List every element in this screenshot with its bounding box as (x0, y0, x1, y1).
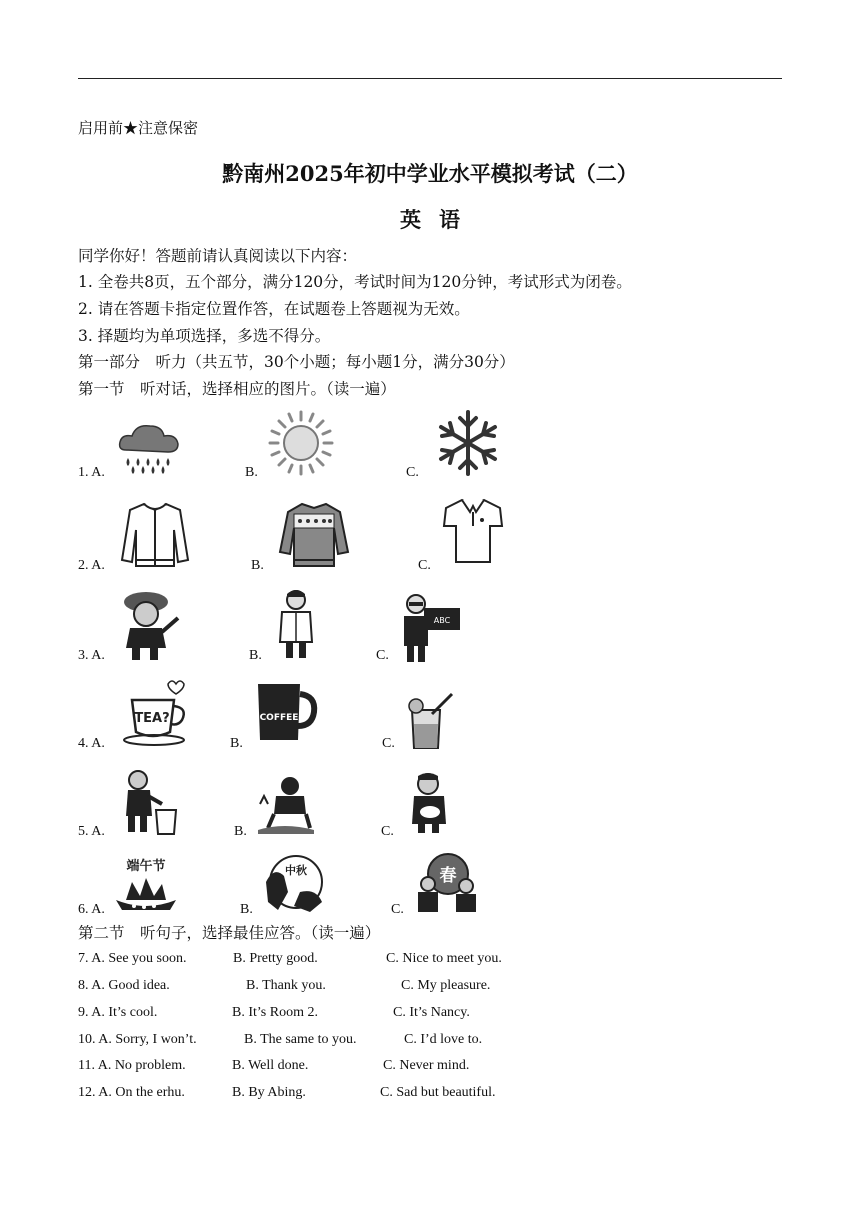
q7-option-b: B. Pretty good. (233, 951, 318, 966)
instruction-item-1: 1. 全卷共8页，五个部分，满分120分，考试时间为120分钟，考试形式为闭卷。 (78, 273, 632, 291)
q12-option-b: B. By Abing. (232, 1085, 306, 1100)
q2-option-b: B. (251, 558, 264, 573)
boy-washing-dishes-icon (406, 770, 456, 834)
q1-option-c: C. (406, 465, 419, 480)
board-text: ABC (433, 616, 451, 625)
instruction-item-2: 2. 请在答题卡指定位置作答，在试题卷上答题视为无效。 (78, 300, 470, 318)
q2-option-a: 2. A. (78, 558, 105, 573)
sweater-icon (278, 500, 350, 570)
spring-festival-icon (412, 852, 482, 916)
q4-option-a: 4. A. (78, 736, 105, 751)
section1-heading: 第一节 听对话，选择相应的图片。（读一遍） (78, 380, 396, 398)
jacket-icon (118, 500, 192, 570)
boy-gardening-icon (254, 774, 318, 836)
q11-option-b: B. Well done. (232, 1058, 309, 1073)
cook-icon (116, 588, 182, 662)
q12-option-c: C. Sad but beautiful. (380, 1085, 496, 1100)
q9-option-b: B. It’s Room 2. (232, 1005, 318, 1020)
q8-option-a: 8. A. Good idea. (78, 978, 170, 993)
q10-option-b: B. The same to you. (244, 1032, 357, 1047)
teacher-icon (400, 590, 462, 664)
q1-option-a: 1. A. (78, 465, 105, 480)
tea-text: TEA? (134, 711, 170, 726)
q7-option-c: C. Nice to meet you. (386, 951, 502, 966)
exam-title: 黔南州2025年初中学业水平模拟考试（二） (222, 161, 638, 186)
mid-autumn-festival-icon (260, 852, 330, 916)
q6-option-c: C. (391, 902, 404, 917)
q5-option-a: 5. A. (78, 824, 105, 839)
coffee-text: COFFEE (259, 713, 299, 723)
q3-option-c: C. (376, 648, 389, 663)
instructions-greeting: 同学你好！答题前请认真阅读以下内容： (78, 247, 358, 265)
q5-option-b: B. (234, 824, 247, 839)
doctor-icon (274, 588, 318, 662)
q1-option-b: B. (245, 465, 258, 480)
q12-option-a: 12. A. On the erhu. (78, 1085, 185, 1100)
polo-shirt-icon (440, 496, 506, 566)
q11-option-c: C. Never mind. (383, 1058, 470, 1073)
subject-title: 英语 (400, 207, 478, 232)
q7-option-a: 7. A. See you soon. (78, 951, 187, 966)
tea-cup-icon (118, 678, 192, 748)
part1-heading: 第一部分 听力（共五节，30个小题；每小题1分，满分30分） (78, 353, 515, 371)
mid-autumn-text: 中秋 (285, 864, 307, 877)
section2-heading: 第二节 听句子，选择最佳应答。（读一遍） (78, 924, 381, 942)
dragon-boat-text: 端午节 (126, 859, 166, 874)
q3-option-a: 3. A. (78, 648, 105, 663)
rain-cloud-icon (116, 420, 182, 476)
juice-glass-icon (402, 692, 458, 752)
q6-option-a: 6. A. (78, 902, 105, 917)
q8-option-c: C. My pleasure. (401, 978, 491, 993)
q9-option-c: C. It’s Nancy. (393, 1005, 470, 1020)
q8-option-b: B. Thank you. (246, 978, 326, 993)
boy-recycling-icon (118, 768, 182, 836)
snowflake-icon (432, 408, 504, 478)
top-rule (78, 78, 782, 79)
coffee-mug-icon (250, 676, 320, 746)
q5-option-c: C. (381, 824, 394, 839)
q6-option-b: B. (240, 902, 253, 917)
sun-icon (266, 408, 336, 478)
confidential-note: 启用前★注意保密 (78, 119, 199, 137)
spring-text: 春 (439, 866, 457, 886)
q10-option-c: C. I’d love to. (404, 1032, 483, 1047)
q4-option-c: C. (382, 736, 395, 751)
q3-option-b: B. (249, 648, 262, 663)
dragon-boat-festival-icon (112, 856, 180, 918)
q10-option-a: 10. A. Sorry, I won’t. (78, 1032, 197, 1047)
instruction-item-3: 3. 择题均为单项选择，多选不得分。 (78, 327, 331, 345)
q9-option-a: 9. A. It’s cool. (78, 1005, 158, 1020)
q4-option-b: B. (230, 736, 243, 751)
q2-option-c: C. (418, 558, 431, 573)
q11-option-a: 11. A. No problem. (78, 1058, 186, 1073)
